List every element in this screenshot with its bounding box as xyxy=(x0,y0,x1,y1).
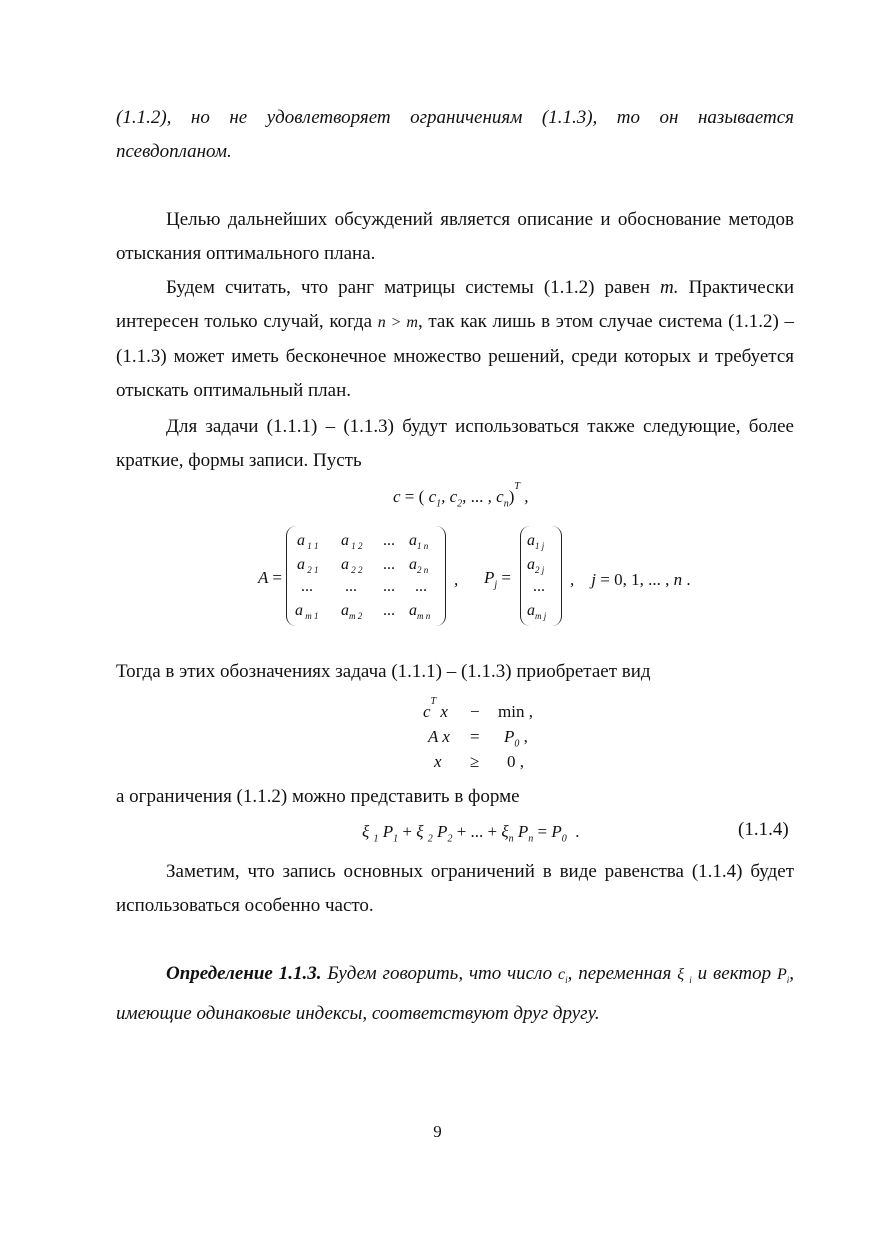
nonneg-row-x: x xyxy=(434,752,442,771)
equation-number: (1.1.4) xyxy=(738,819,789,840)
constraint-eq: = xyxy=(470,727,480,746)
constraint-row-ax: A x xyxy=(428,727,450,746)
index-range: , j = 0, 1, ... , n . xyxy=(570,570,691,589)
paragraph-then: Тогда в этих обозначениях задача (1.1.1) – (1.1.3) приобретает вид xyxy=(116,661,651,682)
paragraph-goal: Целью дальнейших обсуждений является описание и обоснование методов отыскания оптимального плана. xyxy=(116,209,794,264)
paragraph-notation: Для задачи (1.1.1) – (1.1.3) будут использоваться также следующие, более краткие, формы записи. Пусть xyxy=(116,416,794,471)
page-number: 9 xyxy=(433,1122,442,1141)
objective-arrow: − xyxy=(470,702,480,721)
matrix-a-label: A = xyxy=(258,568,282,587)
nonneg-geq: ≥ xyxy=(470,752,480,771)
vector-pj-label: $P_j$ = xyxy=(484,568,512,591)
paragraph-rank: Будем считать, что ранг матрицы системы (1.1.2) равен m. Практически интересен только случай, когда n > m, так как лишь в этом случае система (1.1.2) – (1.1.3) может иметь бесконечное множество решений, среди которых и требуется отыскать оптимальный план. xyxy=(116,277,794,401)
matrix-a: a $_{1 1}$ a $_{1 2}$ ... $a_{1 n}$ a $_{2 1}$ a $_{2 2}$ ... $a_{2 n}$ ... ... ... ... a $_{m 1}$ $a_{m 2}$ ... $a_{m n}$ xyxy=(286,526,446,626)
constraint-p0: $P_0$ , xyxy=(504,727,528,750)
vector-pj: $a_{1 j}$ $a_{2 j}$ ... $a_{m j}$ xyxy=(520,526,562,626)
matrix-a-comma: , xyxy=(454,570,459,589)
objective-row: $c^T$ x xyxy=(423,696,448,721)
objective-min: min , xyxy=(498,702,533,721)
paragraph-pseudoplan: (1.1.2), но не удовлетворяет ограничениям (1.1.3), то он называется псевдопланом. xyxy=(116,107,794,162)
nonneg-zero: 0 , xyxy=(507,752,524,771)
definition-1-1-3: Определение 1.1.3. Будем говорить, что число $c_i$, переменная ξ $_i$ и вектор $P_i$, имеющие одинаковые индексы, соответствуют друг другу. xyxy=(116,963,795,1025)
equation-1-1-4: ξ $_1$ $P_1 + \xi$ $_2$ $P_2$ + ... + $\xi_n$ $P_n = P_0$ . xyxy=(362,822,580,845)
paragraph-note: Заметим, что запись основных ограничений в виде равенства (1.1.4) будет использоваться особенно часто. xyxy=(116,861,794,916)
paragraph-constraints-form: а ограничения (1.1.2) можно представить в форме xyxy=(116,786,520,807)
vector-c-formula: c = ( $c_1$, $c_2$, ... , $c_n)^T$ , xyxy=(393,481,529,510)
